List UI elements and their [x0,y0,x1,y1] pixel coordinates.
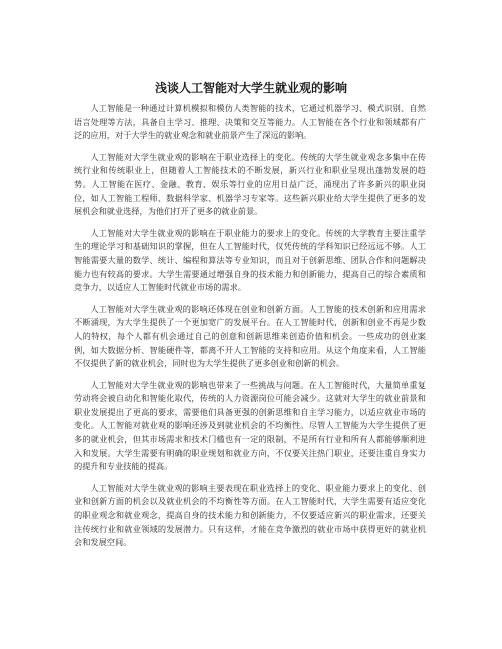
paragraph-3: 人工智能对大学生就业观的影响在于职业能力的要求上的变化。传统的大学教育主要注重学生的理论学习和基础知识的掌握，但在人工智能时代，仅凭传统的学科知识已经远远不够。人工智能需要大量的数学、统计、编程和算法等专业知识，而且对于创新思维、团队合作和问题解决能力也有较高的要求。大学生需要通过增强自身的技术能力和创新能力，提高自己的综合素质和竞争力，以适应人工智能时代就业市场的需求。 [74,227,426,293]
paragraph-2: 人工智能对大学生就业观的影响在于职业选择上的变化。传统的大学生就业观念多集中在传统行业和传统职业上，但随着人工智能技术的不断发展，新兴行业和职业呈现出蓬勃发展的趋势。人工智能在医疗、金融、教育、娱乐等行业的应用日益广泛，涌现出了许多新兴的职业岗位，如人工智能工程师、数据科学家、机器学习专家等。这些新兴职业给大学生提供了更多的发展机会和就业选择，为他们打开了更多的就业前景。 [74,151,426,217]
paragraph-4: 人工智能对大学生就业观的影响还体现在创业和创新方面。人工智能的技术创新和应用需求不断涌现，为大学生提供了一个更加宽广的发展平台。在人工智能时代，创新和创业不再是少数人的特权，每个人都有机会通过自己的创意和创新思维来创造价值和机会。一些成功的创业案例，如大数据分析、智能硬件等，都离不开人工智能的支持和应用。从这个角度来看，人工智能不仅提供了新的就业机会，同时也为大学生提供了更多创业和创新的机会。 [74,303,426,369]
paragraph-5: 人工智能对大学生就业观的影响也带来了一些挑战与问题。在人工智能时代，大量简单重复劳动将会被自动化和智能化取代，传统的人力资源岗位可能会减少。这就对大学生的就业前景和职业发展提出了更高的要求，需要他们具备更强的创新思维和自主学习能力，以适应就业市场的变化。人工智能对就业观的影响还涉及到就业机会的不均衡性。尽管人工智能为大学生提供了更多的就业机会，但其市场需求和技术门槛也有一定的限制，不是所有行业和所有人都能够顺利进入和发展。大学生需要有明确的职业规划和就业方向，不仅要关注热门职业，还要注重自身实力的提升和专业技能的提高。 [74,379,426,472]
document-title: 浅谈人工智能对大学生就业观的影响 [154,81,347,95]
document-body [74,102,426,558]
paragraph-6: 人工智能对大学生就业观的影响主要表现在职业选择上的变化、职业能力要求上的变化、创业和创新方面的机会以及就业机会的不均衡性等方面。在人工智能时代，大学生需要有适应变化的职业观念和就业观念，提高自身的技术能力和创新能力，不仅要适应新兴的职业需求，还要关注传统行业和就业领域的发展潜力。只有这样，才能在竞争激烈的就业市场中获得更好的就业机会和发展空间。 [74,482,426,548]
paragraph-1: 人工智能是一种通过计算机模拟和模仿人类智能的技术，它通过机器学习、模式识别、自然语言处理等方法，具备自主学习、推理、决策和交互等能力。人工智能在各个行业和领域都有广泛的应用，对于大学生的就业观念和就业前景产生了深远的影响。 [74,103,426,141]
